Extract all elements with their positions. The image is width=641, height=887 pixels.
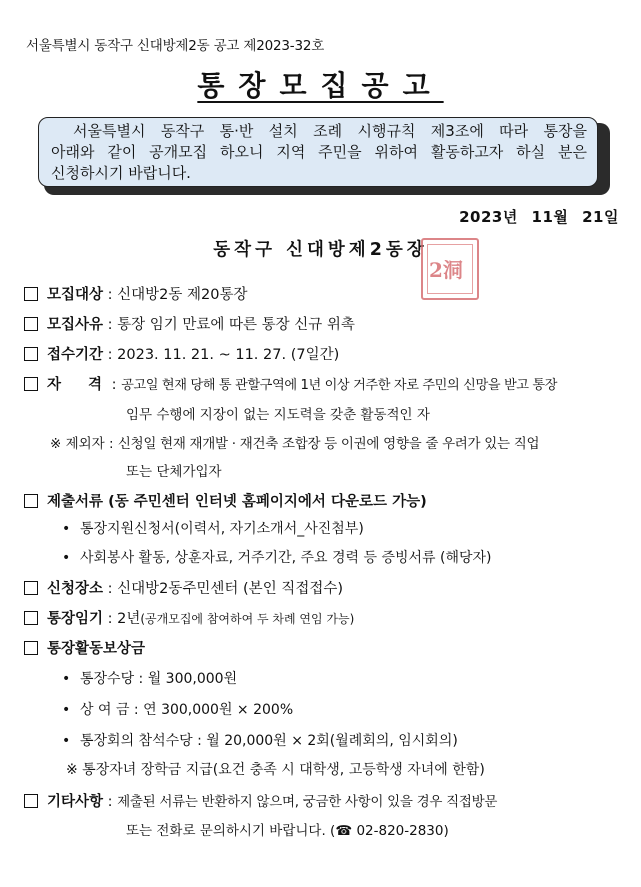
- issuing-organization: 동작구 신대방제2동장: [213, 240, 428, 260]
- phone-icon: ☎: [335, 823, 353, 839]
- item-qualification: 자 격 : 공고일 현재 당해 통 관할구역에 1년 이상 거주한 자로 주민의 신망을 받고 통장: [24, 373, 557, 394]
- checkbox-icon: [24, 287, 38, 301]
- checkbox-icon: [24, 347, 38, 361]
- notice-line-1: 서울특별시 동작구 통·반 설치 조례 시행규칙 제3조에 따라 통장을: [73, 122, 587, 140]
- qualification-line-2: 임무 수행에 지장이 없는 지도력을 갖춘 활동적인 자: [126, 407, 430, 423]
- scholarship-note: ※ 통장자녀 장학금 지급(요건 충족 시 대학생, 고등학생 자녀에 한함): [66, 762, 485, 778]
- item-label: 신청장소: [47, 581, 104, 597]
- item-term: 통장임기 : 2년(공개모집에 참여하여 두 차례 연임 가능): [24, 607, 354, 628]
- phone-number: 02-820-2830: [356, 823, 444, 839]
- notice-line-3: 신청하시기 바랍니다.: [51, 164, 191, 182]
- compensation-bullet-3: • 통장회의 참석수당 : 월 20,000원 × 2회(월례회의, 임시회의): [62, 733, 458, 749]
- checkbox-icon: [24, 317, 38, 331]
- item-label: 제출서류 (동 주민센터 인터넷 홈페이지에서 다운로드 가능): [47, 494, 427, 510]
- checkbox-icon: [24, 611, 38, 625]
- item-period: 접수기간 : 2023. 11. 21. ~ 11. 27. (7일간): [24, 343, 339, 364]
- item-label: 접수기간: [47, 347, 104, 363]
- other-line-1: 제출된 서류는 반환하지 않으며, 궁금한 사항이 있을 경우 직접방문: [117, 794, 498, 810]
- item-compensation: [24, 637, 145, 658]
- document-bullet-2: • 사회봉사 활동, 상훈자료, 거주기간, 주요 경력 등 증빙서류 (해당자): [62, 550, 492, 566]
- announcement-number: 서울특별시 동작구 신대방제2동 공고 제2023-32호: [26, 38, 325, 54]
- item-label: 통장활동보상금: [47, 641, 146, 657]
- exclusion-label: ※ 제외자 :: [50, 436, 118, 452]
- other-line-2-text: 또는 전화로 문의하시기 바랍니다.: [126, 823, 326, 839]
- item-label: 모집대상: [47, 287, 104, 303]
- checkbox-icon: [24, 494, 38, 508]
- checkbox-icon: [24, 581, 38, 595]
- item-value: 2년: [117, 611, 141, 627]
- item-value-line-1: 공고일 현재 당해 통 관할구역에 1년 이상 거주한 자로 주민의 신망을 받고 통장: [121, 378, 558, 393]
- item-label: 자 격: [47, 377, 103, 393]
- item-target: 모집대상 : 신대방2동 제20통장: [24, 283, 247, 304]
- document-bullet-1: • 통장지원신청서(이력서, 자기소개서_사진첨부): [62, 521, 364, 537]
- item-label: 모집사유: [47, 317, 104, 333]
- item-label: 기타사항: [47, 794, 104, 810]
- item-value: 2023. 11. 21. ~ 11. 27. (7일간): [117, 347, 340, 363]
- item-exclusion: [50, 432, 539, 452]
- official-seal: 2洞: [421, 238, 479, 300]
- document-title: 통장모집공고: [197, 69, 444, 102]
- item-value: 통장 임기 만료에 따른 통장 신규 위촉: [117, 317, 355, 333]
- item-value: 신대방2동주민센터 (본인 직접접수): [117, 581, 343, 597]
- checkbox-icon: [24, 794, 38, 808]
- exclusion-line-1: 신청일 현재 재개발 · 재건축 조합장 등 이권에 영향을 줄 우려가 있는 직업: [117, 436, 540, 452]
- item-reason: 모집사유 : 통장 임기 만료에 따른 통장 신규 위촉: [24, 313, 355, 334]
- compensation-bullet-1: • 통장수당 : 월 300,000원: [62, 671, 238, 687]
- other-line-2: 또는 전화로 문의하시기 바랍니다. (☎ 02-820-2830): [126, 823, 449, 839]
- exclusion-line-2: 또는 단체가입자: [126, 464, 222, 480]
- checkbox-icon: [24, 377, 38, 391]
- notice-line-2: 아래와 같이 공개모집 하오니 지역 주민을 위하여 활동하고자 하실 분은: [51, 143, 587, 161]
- checkbox-icon: [24, 641, 38, 655]
- item-label: 통장임기: [47, 611, 104, 627]
- notice-date: 2023년 11월 21일: [459, 208, 619, 226]
- item-value: 신대방2동 제20통장: [117, 287, 248, 303]
- item-place: 신청장소 : 신대방2동주민센터 (본인 직접접수): [24, 577, 343, 598]
- item-documents: [24, 490, 427, 511]
- item-value-note: (공개모집에 참여하여 두 차례 연임 가능): [140, 612, 355, 626]
- item-other: 기타사항 : 제출된 서류는 반환하지 않으며, 궁금한 사항이 있을 경우 직접방문: [24, 790, 497, 811]
- compensation-bullet-2: • 상 여 금 : 연 300,000원 × 200%: [62, 702, 294, 718]
- notice-box: [38, 117, 598, 187]
